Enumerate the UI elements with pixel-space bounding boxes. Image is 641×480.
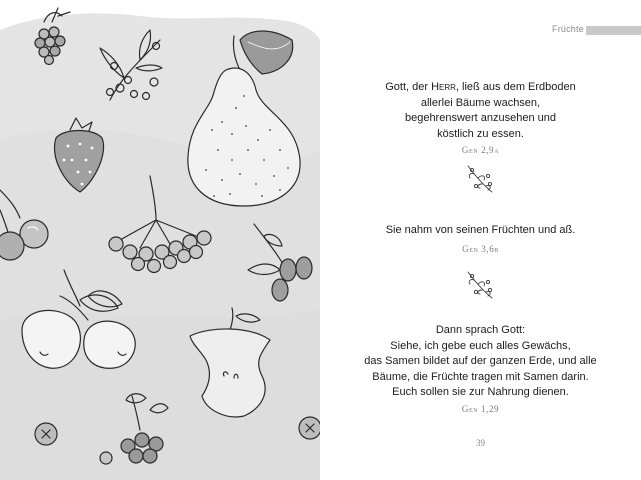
verse-gen-2-9a: [320, 80, 641, 142]
reference-gen-2-9a: Gen 2,9a: [461, 145, 500, 155]
blueberry-icon: [35, 394, 320, 464]
verse-line: Sie nahm von seinen Früchten und aß.: [385, 224, 576, 236]
right-page-text: [320, 0, 641, 480]
leaf-ornament-icon: [460, 162, 500, 196]
rosehip-icon: [248, 224, 312, 301]
verse-gen-3-6b: [320, 223, 641, 239]
running-head-bar: [586, 26, 641, 35]
elderberry-icon: [109, 176, 211, 273]
left-page-illustrations: [0, 0, 320, 480]
verse-gen-1-29: [320, 323, 641, 401]
reference-gen-1-29: Gen 1,29: [461, 404, 500, 414]
verse-line: Bäume, die Früchte tragen mit Samen darin.: [372, 370, 589, 383]
berry-sprig-icon: [100, 30, 162, 100]
verse-line: begehrenswert anzusehen und: [404, 112, 557, 124]
raspberry-icon: [35, 8, 70, 65]
reference-gen-3-6b: Gen 3,6b: [462, 244, 499, 254]
pear-icon: [188, 31, 300, 206]
verse-line: Siehe, ich gebe euch alles Gewächs,: [390, 339, 571, 352]
verse-line: das Samen bildet auf der ganzen Erde, und alle: [364, 355, 597, 367]
lord-small-caps: Herr: [431, 81, 456, 93]
leaf-ornament-icon: [460, 268, 500, 302]
verse-line: Dann sprach Gott:: [435, 324, 526, 336]
cherry-icon: [0, 190, 48, 260]
quince-icon: [22, 270, 135, 368]
verse-line: Euch sollen sie zur Nahrung dienen.: [392, 386, 569, 398]
verse-line: allerlei Bäume wachsen,: [420, 96, 541, 109]
page-number: 39: [476, 438, 485, 448]
running-head: Früchte: [552, 24, 584, 34]
verse-line: köstlich zu essen.: [437, 127, 524, 140]
verse-text: Gott, der: [385, 81, 432, 93]
apple-core-icon: [190, 308, 270, 417]
strawberry-icon: [55, 118, 104, 192]
verse-text: , ließ aus dem Erdboden: [455, 81, 576, 93]
verse-line: [320, 80, 641, 96]
